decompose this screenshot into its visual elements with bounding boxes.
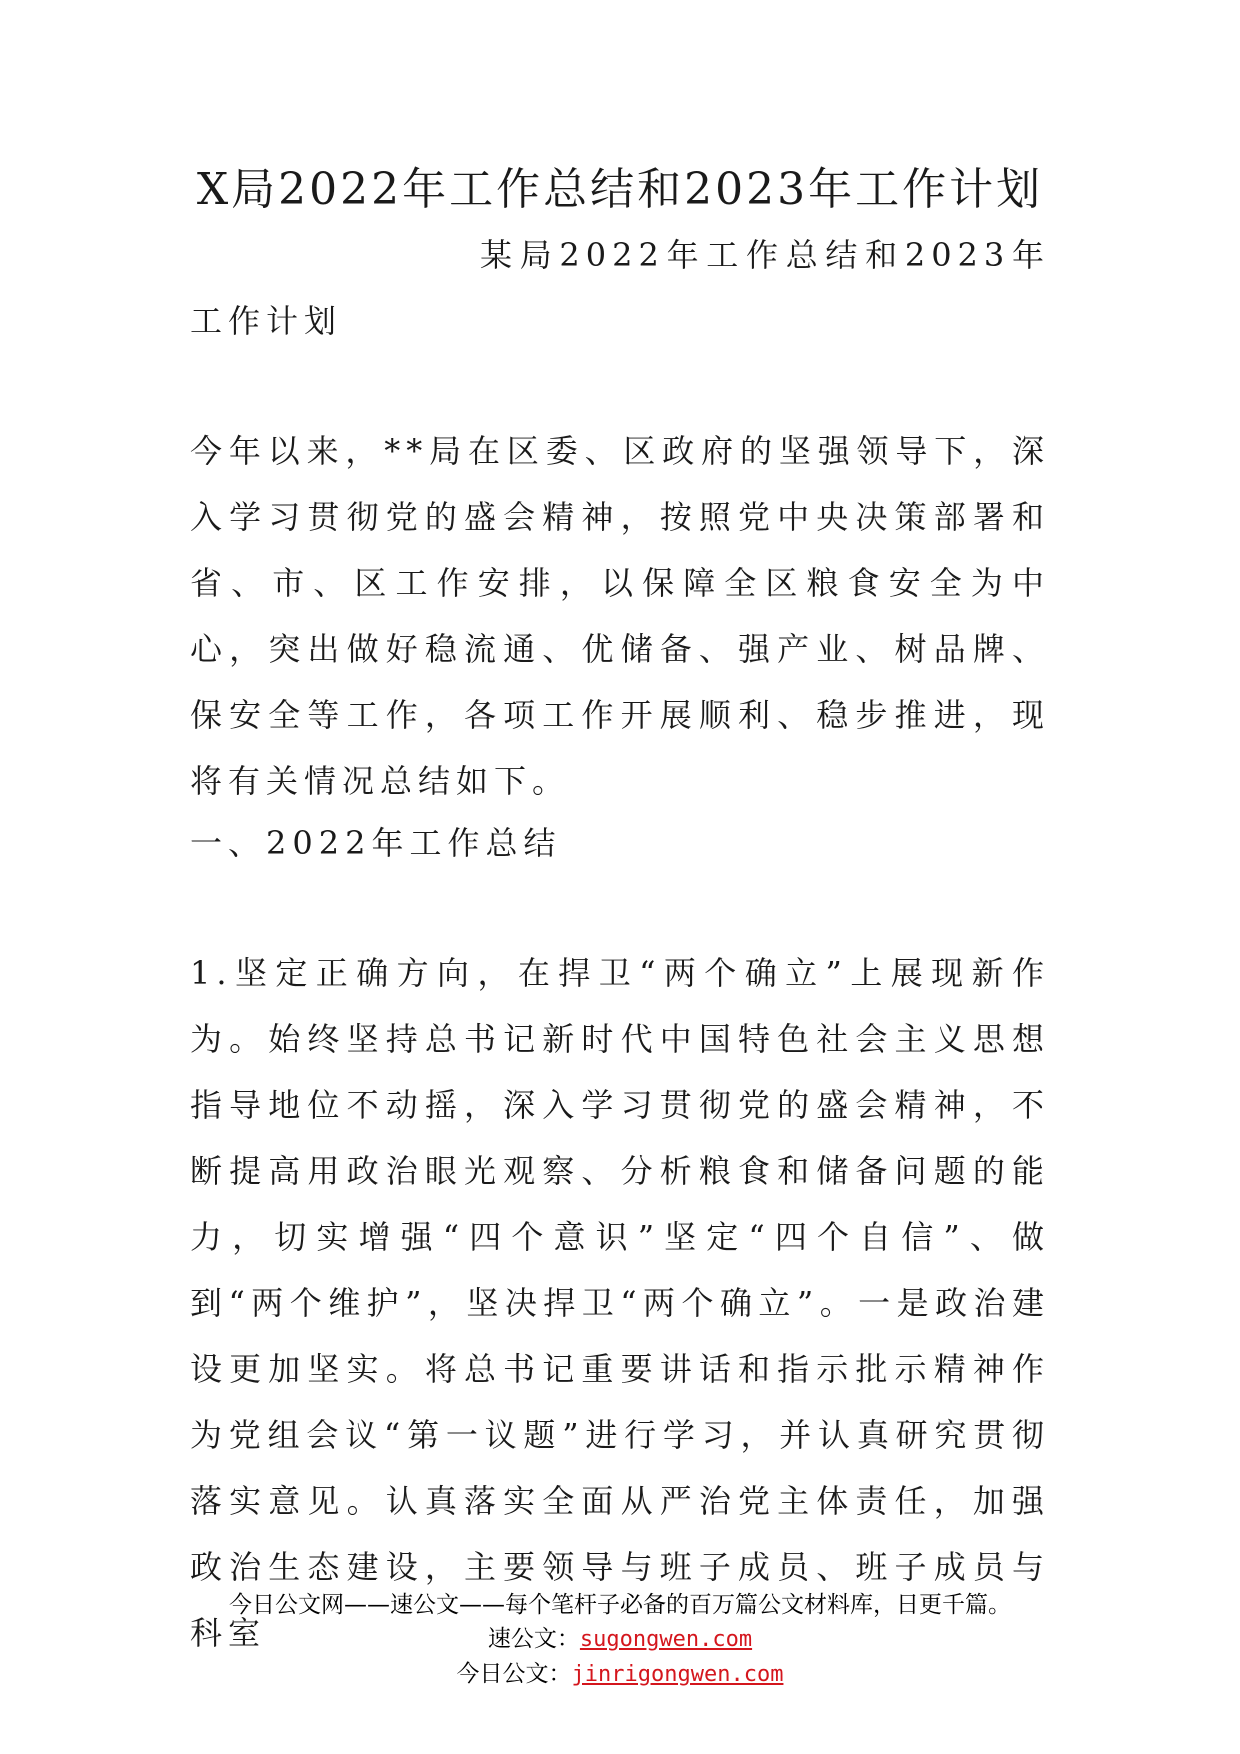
point-1-paragraph: 1.坚定正确方向，在捍卫“两个确立”上展现新作为。始终坚持总书记新时代中国特色社会主义思想指导地位不动摇，深入学习贯彻党的盛会精神，不断提高用政治眼光观察、分析粮食和储备问题的能力，切实增强“四个意识”坚定“四个自信”、做到“两个维护”，坚决捍卫“两个确立”。一是政治建设更加坚实。将总书记重要讲话和指示批示精神作为党组会议“第一议题”进行学习，并认真研究贯彻落实意见。认真落实全面从严治党主体责任，加强政治生态建设，主要领导与班子成员、班子成员与科室	[190, 954, 1050, 1652]
section-heading: 一、2022年工作总结	[190, 824, 562, 862]
sugongwen-label: 速公文：	[487, 1626, 580, 1652]
document-subtitle: 某局2022年工作总结和2023年工作计划	[190, 236, 1050, 340]
jinrigongwen-label: 今日公文：	[456, 1661, 572, 1687]
footer-jinrigongwen-line	[0, 1657, 1240, 1692]
jinrigongwen-link[interactable]: jinrigongwen.com	[571, 1662, 784, 1687]
intro-paragraph: 今年以来，**局在区委、区政府的坚强领导下，深入学习贯彻党的盛会精神，按照党中央决策部署和省、市、区工作安排，以保障全区粮食安全为中心，突出做好稳流通、优储备、强产业、树品牌、保安全等工作，各项工作开展顺利、稳步推进，现将有关情况总结如下。	[190, 432, 1050, 800]
footer-tagline: 今日公文网——速公文——每个笔杆子必备的百万篇公文材料库，日更千篇。	[229, 1592, 1011, 1618]
footer-sugongwen-line	[0, 1622, 1240, 1657]
sugongwen-link[interactable]: sugongwen.com	[579, 1627, 753, 1652]
document-title: X局2022年工作总结和2023年工作计划	[196, 164, 1044, 215]
footer	[0, 1588, 1240, 1692]
